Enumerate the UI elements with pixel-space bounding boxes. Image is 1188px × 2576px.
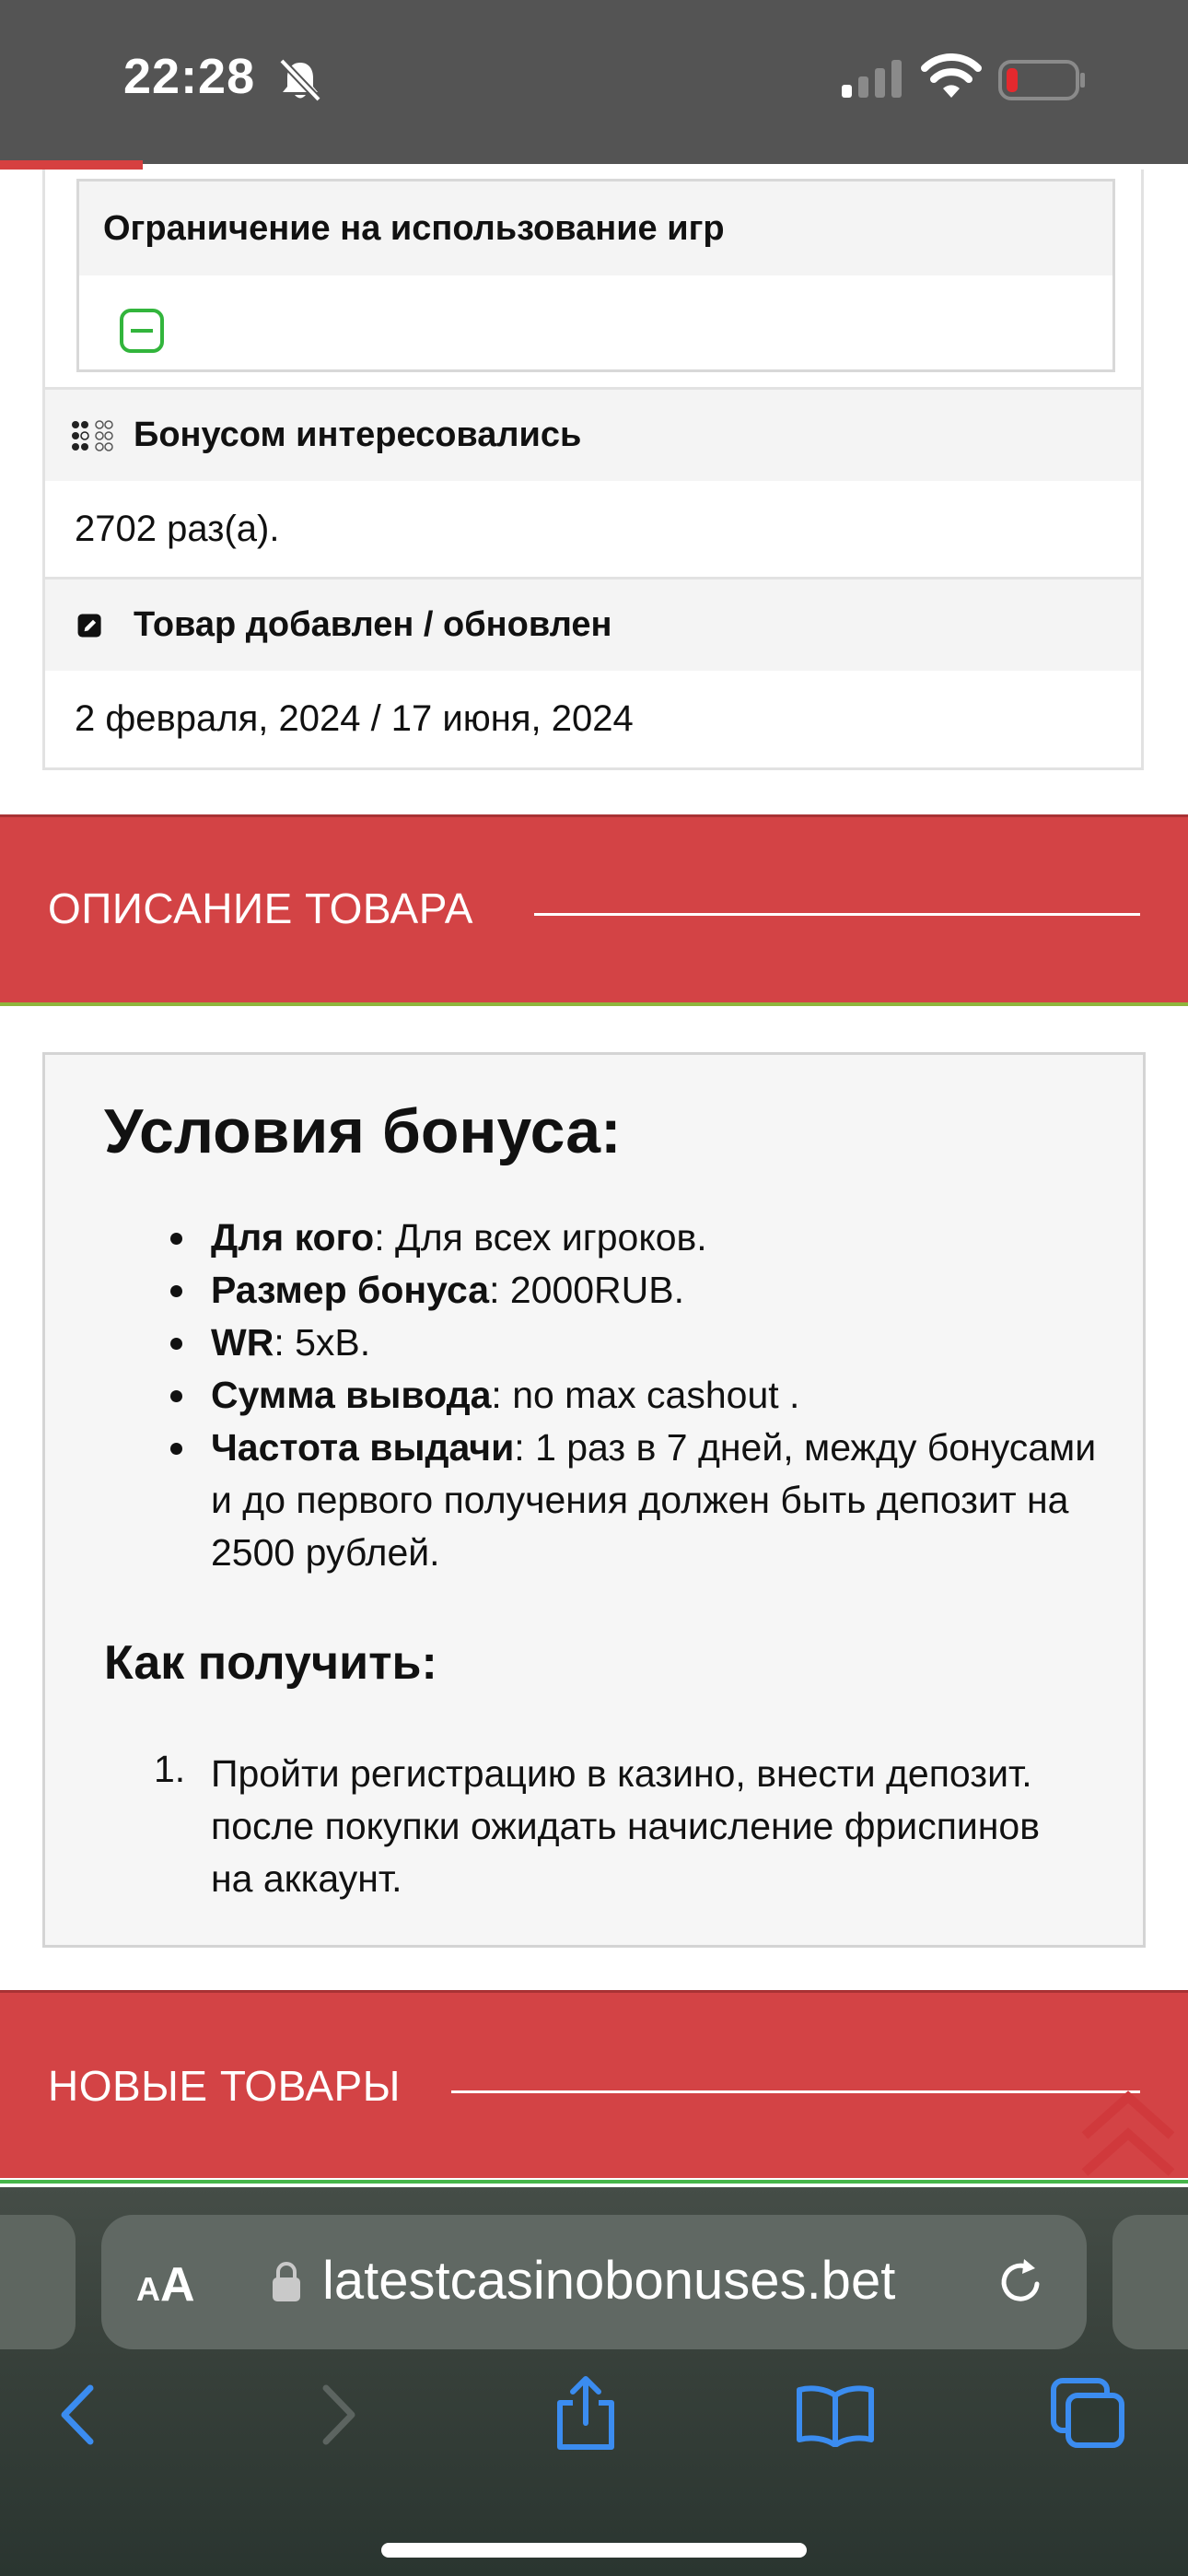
- battery-low-icon: [998, 59, 1087, 101]
- previous-tab-preview[interactable]: [0, 2215, 76, 2349]
- updated-value: 2 февраля, 2024 / 17 июня, 2024: [75, 698, 634, 739]
- condition-item: Частота выдачи: 1 раз в 7 дней, между бонусами и до первого получения должен быть депозит на 2500 рублей.: [211, 1422, 1113, 1579]
- conditions-list: [211, 1212, 1113, 1579]
- braille-dots-icon: [71, 419, 113, 452]
- game-restriction-box: [76, 179, 1115, 372]
- home-indicator[interactable]: [381, 2543, 807, 2558]
- description-banner: [0, 814, 1188, 1002]
- interest-row-header: [45, 387, 1141, 481]
- condition-item: Сумма вывода: no max cashout .: [211, 1369, 1113, 1422]
- browser-bottom-bar: [0, 2187, 1188, 2576]
- updated-row-header: [45, 577, 1141, 671]
- lock-icon: [271, 2259, 302, 2305]
- description-banner-title: ОПИСАНИЕ ТОВАРА: [48, 884, 473, 932]
- forward-icon[interactable]: [317, 2383, 359, 2447]
- reload-icon[interactable]: [995, 2255, 1048, 2309]
- bonus-conditions-box: [42, 1052, 1146, 1948]
- game-restriction-title: Ограничение на использование игр: [79, 181, 1112, 275]
- back-icon[interactable]: [57, 2383, 99, 2447]
- minus-square-icon[interactable]: [118, 307, 166, 355]
- condition-item: Для кого: Для всех игроков.: [211, 1212, 1113, 1264]
- url-text[interactable]: latestcasinobonuses.bet: [322, 2251, 896, 2311]
- wifi-icon: [921, 53, 982, 101]
- status-time: 22:28: [123, 49, 256, 104]
- cellular-signal-icon: [840, 59, 904, 100]
- condition-item: WR: 5хВ.: [211, 1317, 1113, 1369]
- condition-item: Размер бонуса: 2000RUB.: [211, 1264, 1113, 1317]
- updated-label: Товар добавлен / обновлен: [134, 605, 612, 644]
- footer-accent-line: [0, 2180, 1188, 2184]
- banner-underline: [0, 1002, 1188, 1006]
- bookmarks-icon[interactable]: [796, 2383, 875, 2447]
- step-text: Пройти регистрацию в казино, внести депозит. после покупки ожидать начисление фриспинов на аккаунт.: [211, 1752, 1041, 1900]
- new-products-banner-title: НОВЫЕ ТОВАРЫ: [48, 2062, 401, 2110]
- bonus-conditions-title: Условия бонуса:: [104, 1096, 622, 1166]
- banner-divider: [451, 2090, 1140, 2093]
- status-bar: [0, 0, 1188, 164]
- address-bar[interactable]: [101, 2215, 1087, 2349]
- page-load-progress: [0, 160, 143, 170]
- edit-icon: [76, 609, 110, 642]
- share-icon[interactable]: [553, 2375, 619, 2453]
- how-to-get-title: Как получить:: [104, 1636, 437, 1690]
- bell-slash-icon: [276, 57, 324, 103]
- product-details-box: [42, 170, 1144, 770]
- step-number: 1.: [154, 1748, 186, 1790]
- double-chevron-up-icon[interactable]: [1077, 2084, 1179, 2180]
- reader-settings-button[interactable]: AA: [136, 2258, 195, 2312]
- banner-divider: [534, 913, 1140, 916]
- new-products-banner: [0, 1990, 1188, 2178]
- interest-value: 2702 раз(а).: [75, 509, 280, 549]
- tabs-icon[interactable]: [1050, 2377, 1127, 2451]
- next-tab-preview[interactable]: [1112, 2215, 1188, 2349]
- interest-label: Бонусом интересовались: [134, 416, 582, 454]
